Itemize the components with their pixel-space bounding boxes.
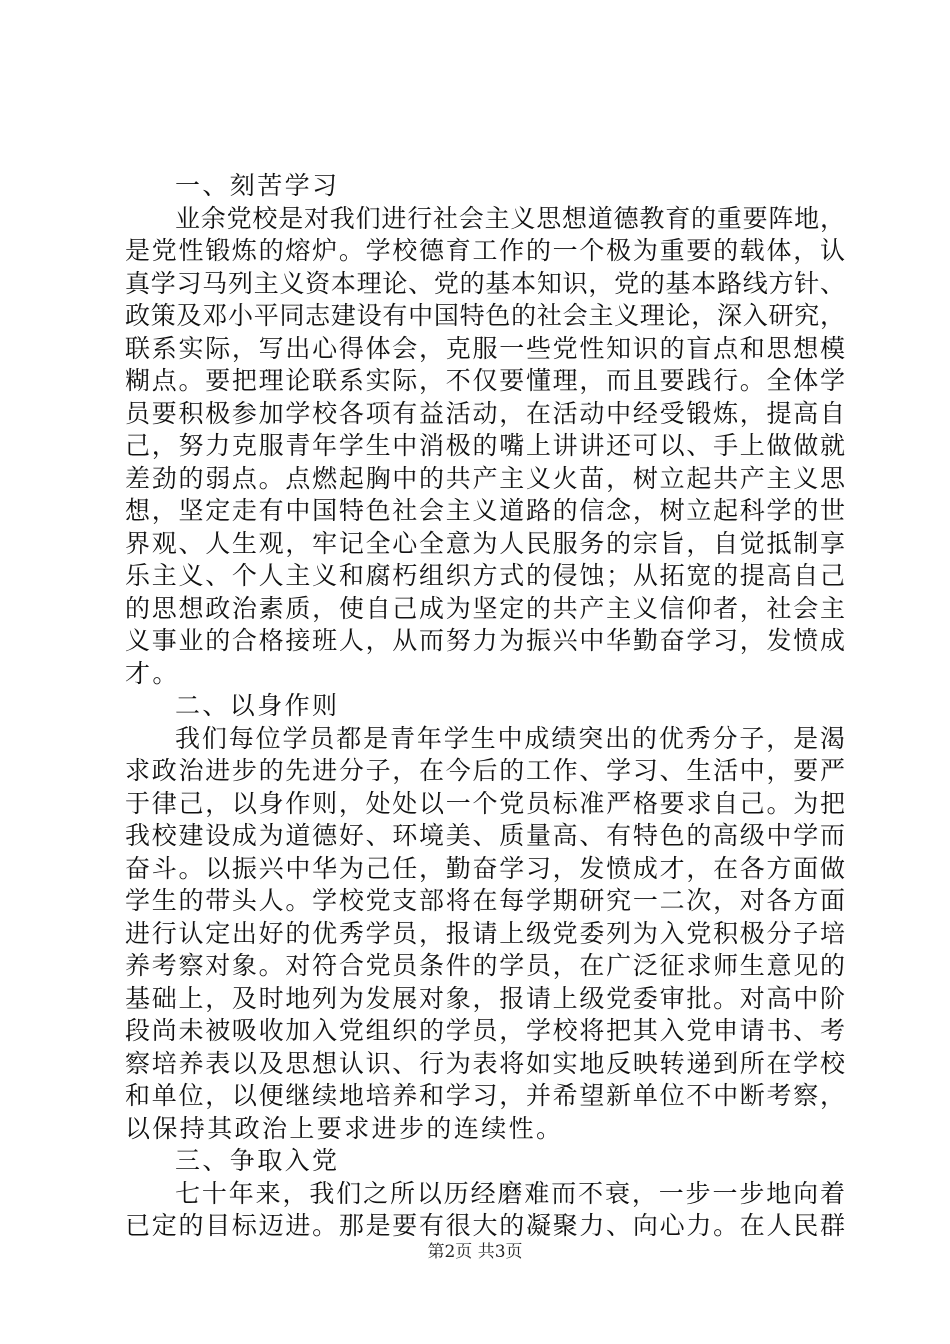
paragraph-line: 和单位，以便继续地培养和学习，并希望新单位不中断考察， — [125, 1081, 845, 1110]
paragraph-line: 段尚未被吸收加入党组织的学员，学校将把其入党申请书、考 — [125, 1016, 845, 1045]
paragraph-line: 基础上，及时地列为发展对象，报请上级党委审批。对高中阶 — [125, 983, 845, 1013]
section-heading-2: 二、以身作则 — [175, 691, 340, 720]
paragraph-line: 业余党校是对我们进行社会主义思想道德教育的重要阵地， — [175, 203, 845, 233]
paragraph-line: 于律己，以身作则，处处以一个党员标准严格要求自己。为把 — [125, 788, 845, 818]
paragraph-line: 界观、人生观，牢记全心全意为人民服务的宗旨，自觉抵制享 — [125, 528, 845, 558]
section-heading-1: 一、刻苦学习 — [175, 171, 340, 200]
paragraph-line: 奋斗。以振兴中华为己任，勤奋学习，发愤成才，在各方面做 — [125, 853, 845, 883]
document-body — [125, 170, 845, 1243]
paragraph-line: 的思想政治素质，使自己成为坚定的共产主义信仰者，社会主 — [125, 593, 845, 623]
paragraph-line: 真学习马列主义资本理论、党的基本知识，党的基本路线方针、 — [125, 268, 845, 298]
paragraph-line: 进行认定出好的优秀学员，报请上级党委列为入党积极分子培 — [125, 918, 845, 948]
paragraph-line: 察培养表以及思想认识、行为表将如实地反映转递到所在学校 — [125, 1048, 845, 1078]
paragraph-line: 以保持其政治上要求进步的连续性。 — [125, 1113, 564, 1143]
section-heading-3: 三、争取入党 — [175, 1146, 340, 1175]
paragraph-line: 我们每位学员都是青年学生中成绩突出的优秀分子，是渴 — [175, 723, 845, 753]
paragraph-line: 七十年来，我们之所以历经磨难而不衰，一步一步地向着 — [175, 1178, 845, 1208]
paragraph-line: 才。 — [125, 658, 180, 688]
paragraph-line: 联系实际，写出心得体会，克服一些党性知识的盲点和思想模 — [125, 333, 845, 363]
paragraph-line: 糊点。要把理论联系实际，不仅要懂理，而且要践行。全体学 — [125, 366, 845, 395]
paragraph-line: 政策及邓小平同志建设有中国特色的社会主义理论，深入研究， — [125, 301, 845, 330]
page-number-footer: 第2页 共3页 — [427, 1242, 523, 1262]
paragraph-line: 求政治进步的先进分子，在今后的工作、学习、生活中，要严 — [125, 756, 845, 785]
paragraph-line: 我校建设成为道德好、环境美、质量高、有特色的高级中学而 — [125, 821, 845, 850]
paragraph-line: 差劲的弱点。点燃起胸中的共产主义火苗，树立起共产主义思 — [125, 463, 845, 493]
paragraph-line: 已定的目标迈进。那是要有很大的凝聚力、向心力。在人民群 — [125, 1211, 845, 1240]
paragraph-line: 己，努力克服青年学生中消极的嘴上讲讲还可以、手上做做就 — [125, 431, 845, 460]
paragraph-line: 是党性锻炼的熔炉。学校德育工作的一个极为重要的载体，认 — [125, 236, 845, 265]
paragraph-line: 义事业的合格接班人，从而努力为振兴中华勤奋学习，发愤成 — [125, 626, 845, 655]
paragraph-line: 养考察对象。对符合党员条件的学员，在广泛征求师生意见的 — [125, 951, 845, 980]
paragraph-line: 乐主义、个人主义和腐朽组织方式的侵蚀；从拓宽的提高自己 — [125, 561, 845, 590]
paragraph-line: 想，坚定走有中国特色社会主义道路的信念，树立起科学的世 — [125, 496, 845, 525]
paragraph-line: 员要积极参加学校各项有益活动，在活动中经受锻炼，提高自 — [125, 398, 845, 428]
paragraph-line: 学生的带头人。学校党支部将在每学期研究一二次，对各方面 — [125, 886, 845, 915]
